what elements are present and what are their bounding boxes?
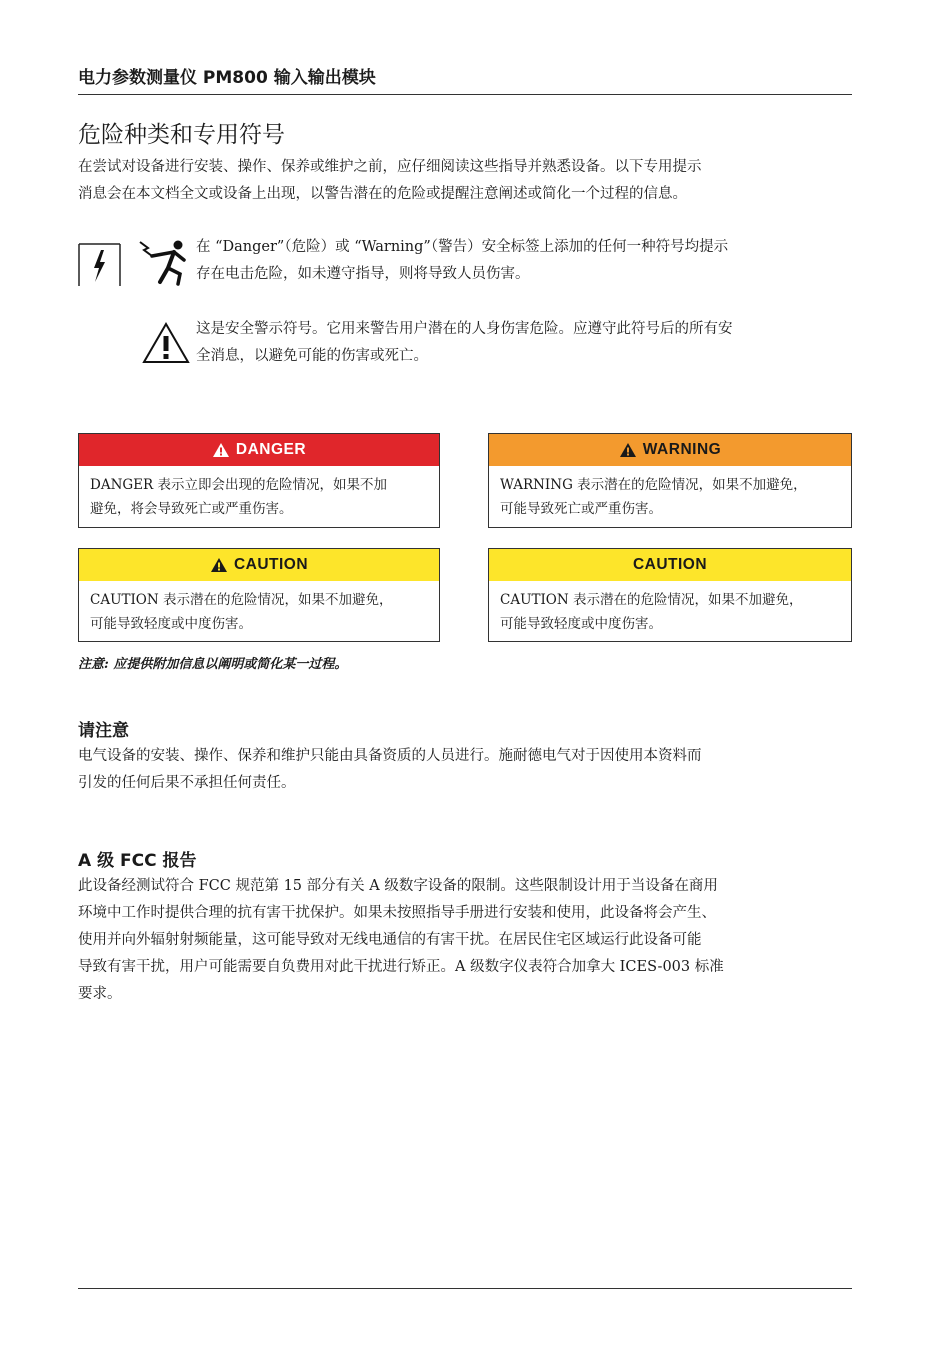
fcc-line: 导致有害干扰，用户可能需要自负费用对此干扰进行矫正。A 级数字仪表符合加拿大 ICES-003 标准 bbox=[78, 959, 724, 975]
please-note-line: 引发的任何后果不承担任何责任。 bbox=[78, 775, 296, 791]
danger-header bbox=[79, 434, 439, 466]
caution-header bbox=[79, 549, 439, 581]
caution-line: CAUTION 表示潜在的危险情况，如果不加避免， bbox=[500, 592, 803, 608]
warning-body bbox=[489, 466, 851, 521]
shock-person-icon bbox=[138, 236, 190, 292]
warning-line: WARNING 表示潜在的危险情况，如果不加避免， bbox=[500, 477, 807, 493]
header-rule bbox=[78, 94, 852, 95]
warning-header bbox=[489, 434, 851, 466]
danger-line: DANGER 表示立即会出现的危险情况，如果不加 bbox=[90, 477, 387, 493]
safety-alert-line: 全消息，以避免可能的伤害或死亡。 bbox=[196, 348, 428, 364]
caution-line: 可能导致轻度或中度伤害。 bbox=[500, 616, 662, 632]
intro-line: 消息会在本文档全文或设备上出现，以警告潜在的危险或提醒注意阐述或简化一个过程的信息。 bbox=[78, 186, 687, 202]
danger-notice bbox=[78, 433, 440, 528]
electric-hazard-line: 存在电击危险，如未遵守指导，则将导致人员伤害。 bbox=[196, 266, 530, 282]
safety-alert-icon bbox=[142, 322, 190, 368]
caution-body bbox=[489, 581, 851, 636]
caution-notice-with-icon bbox=[78, 548, 440, 642]
caution-label: CAUTION bbox=[233, 556, 309, 573]
electric-hazard-line: 在 “Danger”（危险）或 “Warning”（警告）安全标签上添加的任何一种符号均提示 bbox=[196, 239, 729, 255]
please-note-line: 电气设备的安装、操作、保养和维护只能由具备资质的人员进行。施耐德电气对于因使用本资料而 bbox=[78, 748, 702, 764]
danger-body bbox=[79, 466, 439, 521]
caution-body bbox=[79, 581, 439, 636]
note-text: 注意: 应提供附加信息以阐明或简化某一过程。 bbox=[78, 657, 348, 672]
fcc-title: A 级 FCC 报告 bbox=[78, 851, 197, 871]
caution-header bbox=[489, 549, 851, 581]
electric-hazard-text bbox=[196, 234, 728, 288]
section-title: 危险种类和专用符号 bbox=[78, 122, 285, 148]
fcc-line: 环境中工作时提供合理的抗有害干扰保护。如果未按照指导手册进行安装和使用，此设备将会产生、 bbox=[78, 905, 716, 921]
warning-triangle-icon bbox=[212, 442, 230, 458]
warning-triangle-icon bbox=[210, 557, 228, 573]
fcc-paragraph bbox=[78, 873, 852, 1008]
warning-triangle-icon bbox=[619, 442, 637, 458]
warning-line: 可能导致死亡或严重伤害。 bbox=[500, 501, 662, 517]
caution-line: CAUTION 表示潜在的危险情况，如果不加避免， bbox=[90, 592, 393, 608]
electric-hazard-icon bbox=[78, 240, 122, 292]
fcc-line: 要求。 bbox=[78, 986, 122, 1002]
safety-alert-line: 这是安全警示符号。它用来警告用户潜在的人身伤害危险。应遵守此符号后的所有安 bbox=[196, 321, 733, 337]
safety-alert-text bbox=[196, 316, 733, 370]
caution-line: 可能导致轻度或中度伤害。 bbox=[90, 616, 252, 632]
caution-notice-plain bbox=[488, 548, 852, 642]
please-note-title: 请注意 bbox=[78, 721, 129, 741]
intro-paragraph bbox=[78, 154, 852, 208]
fcc-line: 使用并向外辐射射频能量，这可能导致对无线电通信的有害干扰。在居民住宅区域运行此设备可能 bbox=[78, 932, 702, 948]
please-note-paragraph bbox=[78, 743, 852, 797]
danger-line: 避免，将会导致死亡或严重伤害。 bbox=[90, 501, 293, 517]
footer-rule bbox=[78, 1288, 852, 1289]
danger-label: DANGER bbox=[235, 441, 307, 458]
warning-label: WARNING bbox=[642, 441, 722, 458]
fcc-line: 此设备经测试符合 FCC 规范第 15 部分有关 A 级数字设备的限制。这些限制设计用于当设备在商用 bbox=[78, 878, 718, 894]
intro-line: 在尝试对设备进行安装、操作、保养或维护之前，应仔细阅读这些指导并熟悉设备。以下专用提示 bbox=[78, 159, 702, 175]
header-title: 电力参数测量仪 PM800 输入输出模块 bbox=[78, 68, 376, 88]
caution-label: CAUTION bbox=[632, 556, 708, 573]
warning-notice bbox=[488, 433, 852, 528]
